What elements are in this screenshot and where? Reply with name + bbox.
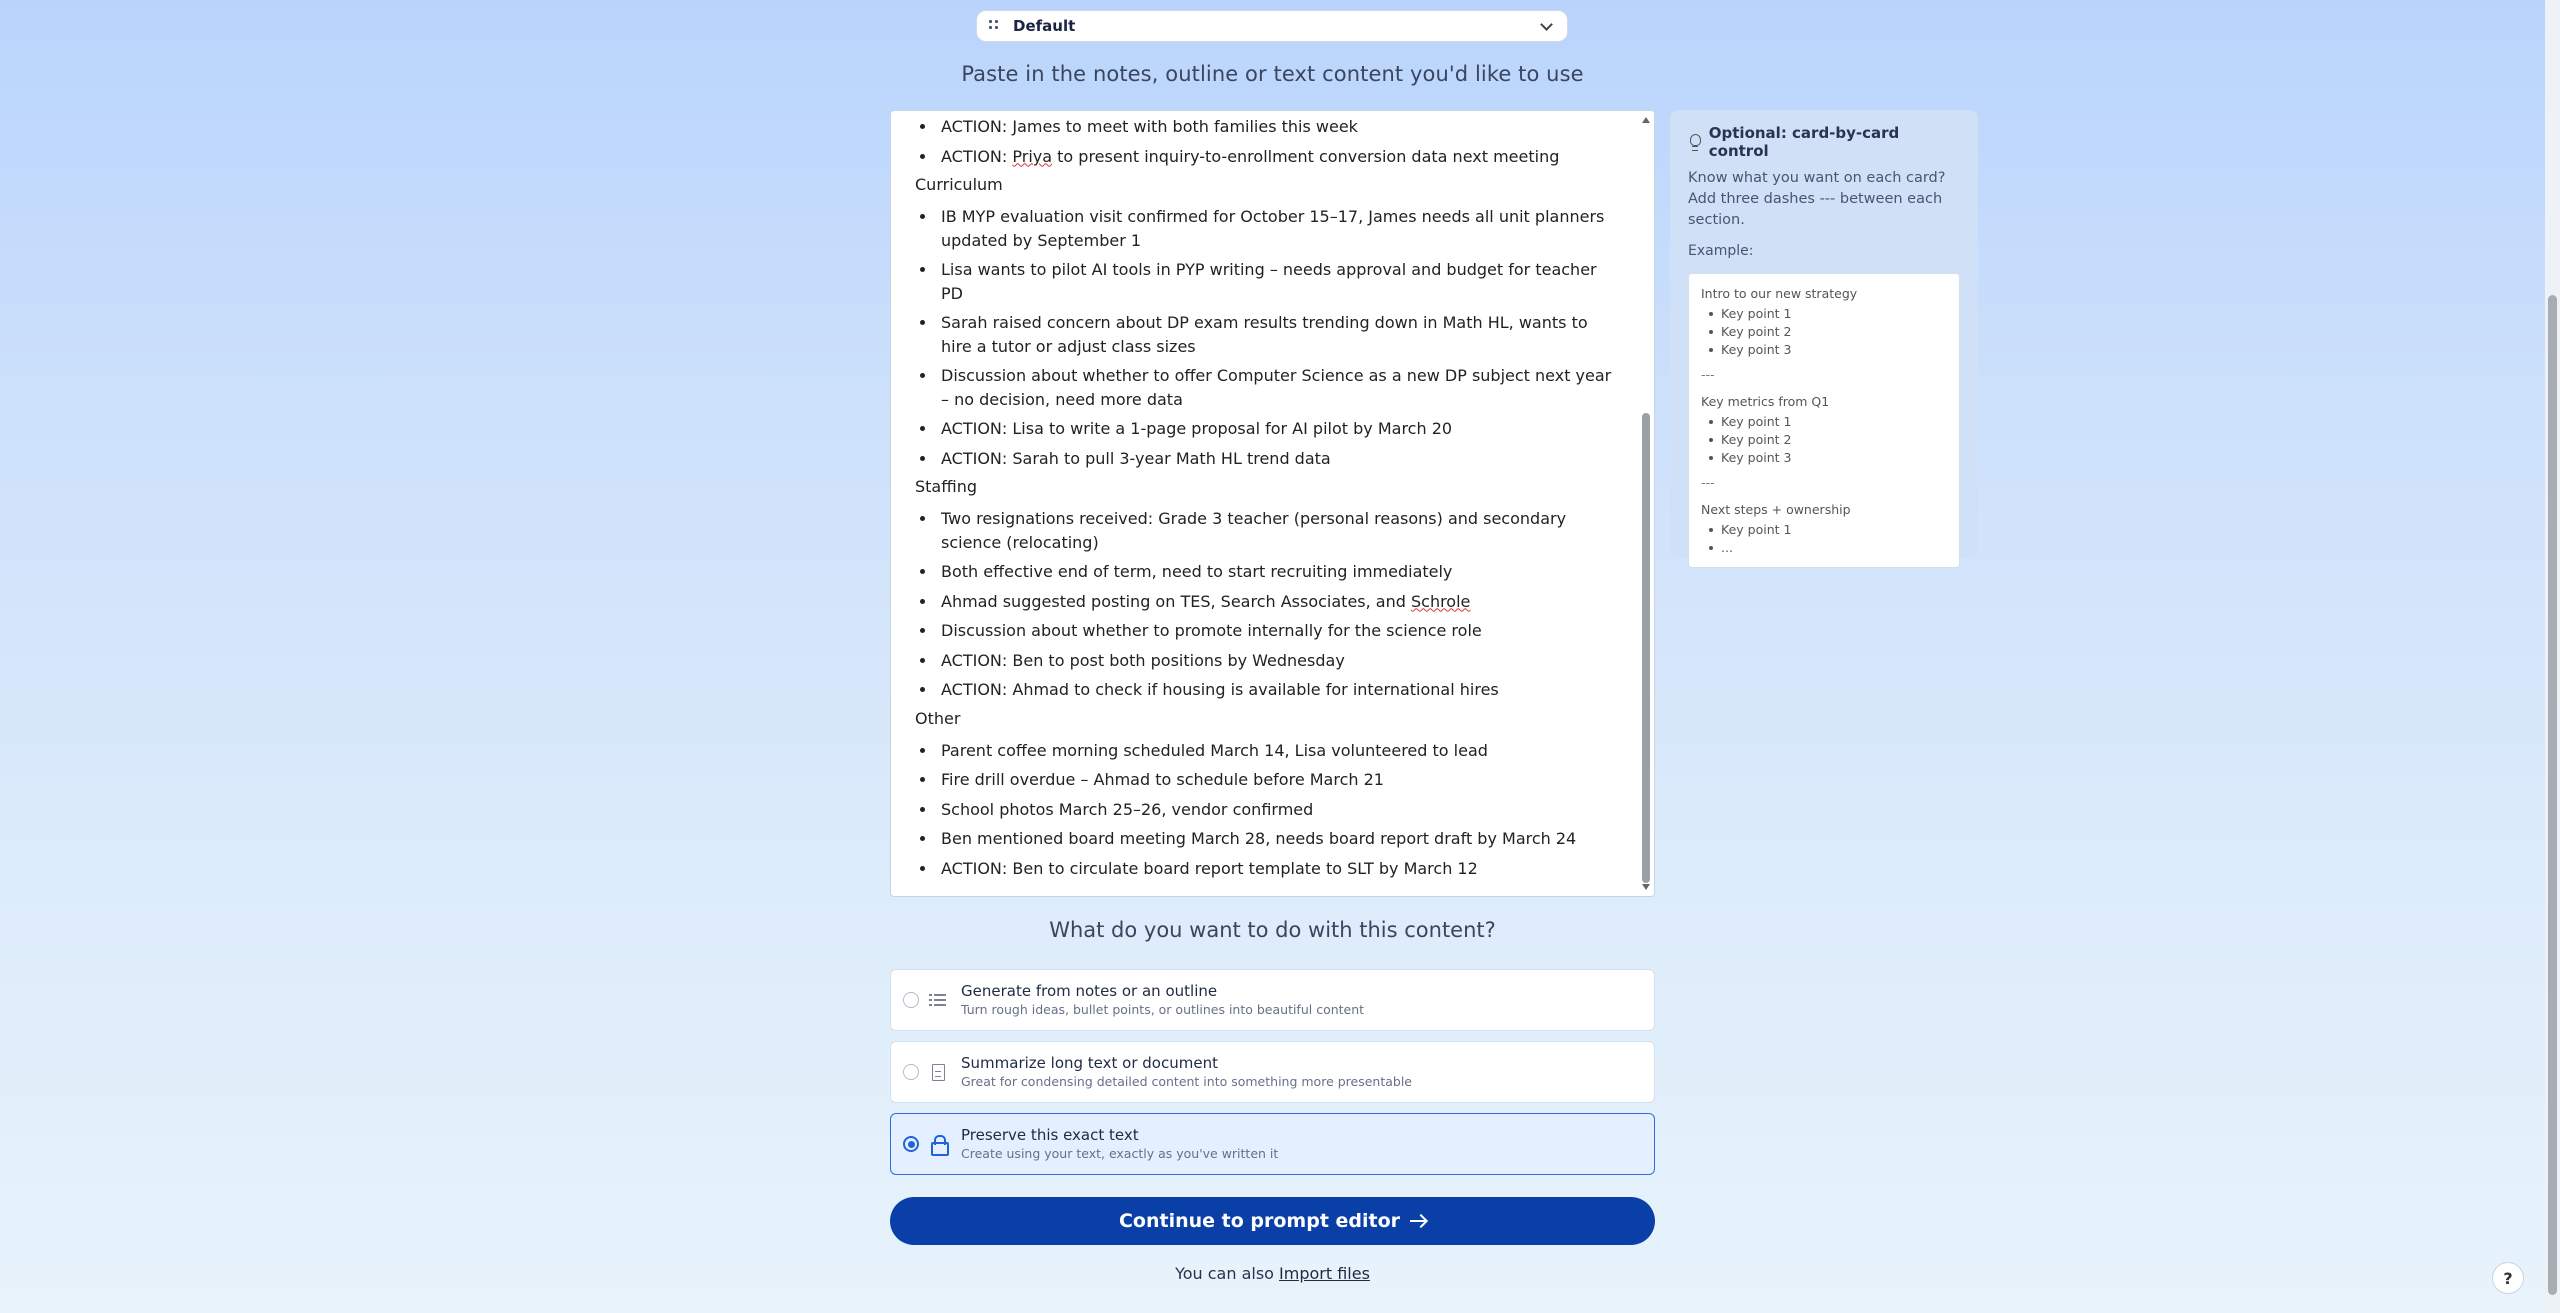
list-item: Discussion about whether to offer Computer Science as a new DP subject next year – no decision, need more data <box>915 364 1614 411</box>
example-point: Key point 2 <box>1701 323 1947 341</box>
example-point: Key point 1 <box>1701 413 1947 431</box>
content-editor[interactable] <box>890 110 1655 897</box>
section-heading: Curriculum <box>915 175 1003 194</box>
list-item: ACTION: Ahmad to check if housing is available for international hires <box>915 678 1614 702</box>
list-item: School photos March 25–26, vendor confirmed <box>915 798 1614 822</box>
example-section-title: Key metrics from Q1 <box>1701 394 1830 409</box>
list-item: ACTION: James to meet with both families this week <box>915 115 1614 139</box>
page-scrollbar-thumb[interactable] <box>2548 295 2557 1295</box>
section-heading: Staffing <box>915 477 977 496</box>
chevron-down-icon <box>1540 18 1553 31</box>
example-section-title: Next steps + ownership <box>1701 502 1851 517</box>
bullet-list <box>915 115 1614 168</box>
list-item-text: to present inquiry-to-enrollment conversion data next meeting <box>1052 146 1560 166</box>
editor-scrollbar[interactable] <box>1638 111 1654 896</box>
list-item-text: ACTION: <box>941 146 1013 166</box>
tips-header <box>1688 124 1960 160</box>
list-item: IB MYP evaluation visit confirmed for October 15–17, James needs all unit planners updated by September 1 <box>915 205 1614 252</box>
content-question: What do you want to do with this content? <box>1049 918 1496 942</box>
option-subtitle: Create using your text, exactly as you've written it <box>961 1146 1279 1161</box>
lightbulb-icon <box>1688 134 1702 150</box>
scroll-down-icon[interactable] <box>1642 884 1650 890</box>
option-subtitle: Turn rough ideas, bullet points, or outlines into beautiful content <box>961 1002 1365 1017</box>
list-item: Two resignations received: Grade 3 teacher (personal reasons) and secondary science (relocating) <box>915 507 1614 554</box>
example-divider: --- <box>1701 367 1715 382</box>
example-points <box>1701 305 1947 359</box>
bullet-list <box>915 507 1614 702</box>
list-item: Parent coffee morning scheduled March 14, Lisa volunteered to lead <box>915 739 1614 763</box>
import-prefix: You can also <box>1175 1264 1280 1283</box>
list-item: ACTION: Ben to circulate board report template to SLT by March 12 <box>915 857 1614 881</box>
tips-panel <box>1670 110 1978 558</box>
list-item: Discussion about whether to promote internally for the science role <box>915 619 1614 643</box>
example-box <box>1688 273 1960 568</box>
theme-select[interactable] <box>976 10 1568 42</box>
bullet-list <box>915 739 1614 881</box>
example-point: Key point 1 <box>1701 305 1947 323</box>
radio-summarize[interactable] <box>903 1064 919 1080</box>
example-point: Key point 3 <box>1701 449 1947 467</box>
list-item <box>915 590 1614 614</box>
scrollbar-thumb[interactable] <box>1642 413 1650 883</box>
option-title: Summarize long text or document <box>961 1054 1218 1072</box>
option-title: Preserve this exact text <box>961 1126 1139 1144</box>
example-section-title: Intro to our new strategy <box>1701 286 1858 301</box>
import-line <box>0 1264 2545 1283</box>
list-icon <box>929 991 947 1009</box>
list-item: ACTION: Ben to post both positions by Wednesday <box>915 649 1614 673</box>
option-generate[interactable] <box>890 969 1655 1031</box>
list-item: Lisa wants to pilot AI tools in PYP writing – needs approval and budget for teacher PD <box>915 258 1614 305</box>
import-files-link[interactable]: Import files <box>1279 1264 1370 1283</box>
page-scrollbar[interactable] <box>2545 0 2560 1313</box>
radio-preserve[interactable] <box>903 1136 919 1152</box>
radio-generate[interactable] <box>903 992 919 1008</box>
list-item: Both effective end of term, need to start recruiting immediately <box>915 560 1614 584</box>
option-subtitle: Great for condensing detailed content into something more presentable <box>961 1074 1413 1089</box>
prompt-heading: Paste in the notes, outline or text content you'd like to use <box>961 62 1584 86</box>
help-icon: ? <box>2503 1268 2513 1288</box>
arrow-right-icon <box>1410 1220 1426 1222</box>
example-point: ... <box>1701 539 1947 557</box>
theme-select-label: Default <box>1013 17 1076 35</box>
list-item: ACTION: Sarah to pull 3-year Math HL trend data <box>915 447 1614 471</box>
help-button[interactable] <box>2492 1262 2524 1294</box>
bullet-list <box>915 205 1614 470</box>
scroll-up-icon[interactable] <box>1642 117 1650 123</box>
list-item: Sarah raised concern about DP exam results trending down in Math HL, wants to hire a tutor or adjust class sizes <box>915 311 1614 358</box>
list-item <box>915 145 1614 169</box>
continue-button[interactable] <box>890 1197 1655 1245</box>
tips-example-label: Example: <box>1688 243 1754 259</box>
list-item: Ben mentioned board meeting March 28, needs board report draft by March 24 <box>915 827 1614 851</box>
list-item: Fire drill overdue – Ahmad to schedule before March 21 <box>915 768 1614 792</box>
example-point: Key point 2 <box>1701 431 1947 449</box>
example-point: Key point 3 <box>1701 341 1947 359</box>
list-item-text: Ahmad suggested posting on TES, Search Associates, and <box>941 591 1411 611</box>
option-summarize[interactable] <box>890 1041 1655 1103</box>
editor-content[interactable] <box>891 111 1638 896</box>
spellcheck-word: Priya <box>1012 146 1053 166</box>
tips-description: Know what you want on each card? Add three dashes --- between each section. <box>1688 170 1946 228</box>
tips-title: Optional: card-by-card control <box>1708 124 1900 160</box>
example-point: Key point 1 <box>1701 521 1947 539</box>
spellcheck-word: Schrole <box>1410 591 1471 611</box>
list-item: ACTION: Lisa to write a 1-page proposal for AI pilot by March 20 <box>915 417 1614 441</box>
option-title: Generate from notes or an outline <box>961 982 1218 1000</box>
example-points <box>1701 521 1947 557</box>
example-divider: --- <box>1701 475 1715 490</box>
option-preserve[interactable] <box>890 1113 1655 1175</box>
continue-button-label: Continue to prompt editor <box>1118 1210 1401 1232</box>
grip-icon <box>989 20 1003 32</box>
lock-icon <box>929 1135 947 1153</box>
example-points <box>1701 413 1947 467</box>
document-icon <box>929 1063 947 1081</box>
section-heading: Other <box>915 708 961 728</box>
